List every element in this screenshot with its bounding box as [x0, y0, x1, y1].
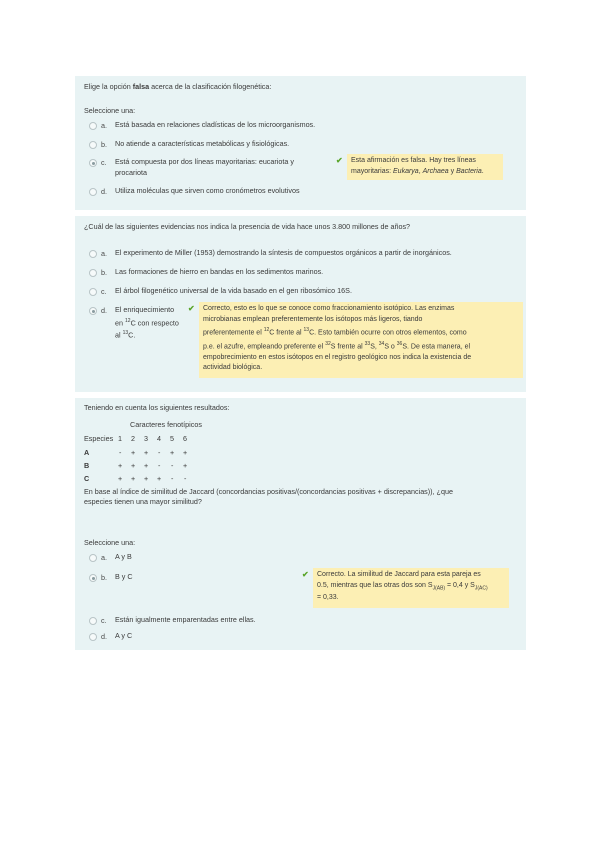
option-letter: d. — [101, 187, 107, 196]
option-text: No atiende a características metabólicas y fisiológicas. — [115, 139, 290, 148]
question-3-intro: Teniendo en cuenta los siguientes resultados: — [84, 403, 230, 412]
question-1-text: Elige la opción falsa acerca de la clasificación filogenética: — [84, 82, 272, 91]
table-header-especies: Especies — [84, 434, 114, 443]
option-letter: c. — [101, 287, 107, 296]
radio-b[interactable] — [89, 141, 97, 149]
table-cell: + — [183, 461, 188, 470]
radio-b[interactable] — [89, 574, 97, 582]
option-letter: a. — [101, 121, 107, 130]
radio-a[interactable] — [89, 554, 97, 562]
radio-c[interactable] — [89, 159, 97, 167]
option-text: Está compuesta por dos líneas mayoritarias: eucariota y — [115, 157, 294, 166]
question-2-card — [75, 216, 526, 392]
option-text: Están igualmente emparentadas entre ellas. — [115, 615, 256, 624]
option-letter: b. — [101, 573, 107, 582]
option-letter: d. — [101, 306, 107, 315]
radio-c[interactable] — [89, 617, 97, 625]
correct-check-icon: ✔ — [302, 570, 309, 579]
question-1-card — [75, 76, 526, 210]
table-cell: + — [144, 448, 149, 457]
select-one-label: Seleccione una: — [84, 106, 136, 115]
table-cell: + — [118, 461, 123, 470]
table-cell: + — [170, 448, 175, 457]
table-col-header: 2 — [131, 434, 135, 443]
table-cell: - — [158, 461, 161, 470]
table-cell: + — [131, 474, 136, 483]
table-cell: - — [184, 474, 187, 483]
option-text: El enriquecimiento en $^{12}$C con respecto al $^{13}$C. — [115, 305, 179, 340]
table-cell: + — [144, 461, 149, 470]
option-letter: c. — [101, 158, 107, 167]
option-letter: d. — [101, 632, 107, 641]
select-one-label: Seleccione una: — [84, 538, 136, 547]
table-cell: - — [119, 448, 122, 457]
table-cell: + — [118, 474, 123, 483]
feedback-box: Esta afirmación es falsa. Hay tres líneas mayoritarias: Eukarya, Archaea y Bacteria. — [347, 154, 503, 180]
option-text-line2: procariota — [115, 168, 147, 177]
correct-check-icon: ✔ — [188, 304, 195, 313]
table-cell: + — [131, 461, 136, 470]
table-col-header: 3 — [144, 434, 148, 443]
radio-b[interactable] — [89, 269, 97, 277]
option-text: A y C — [115, 631, 133, 640]
table-cell: + — [183, 448, 188, 457]
table-col-header: 6 — [183, 434, 187, 443]
option-text: El árbol filogenético universal de la vida basado en el gen ribosómico 16S. — [115, 286, 352, 295]
option-text: A y B — [115, 552, 132, 561]
table-cell: - — [158, 448, 161, 457]
option-letter: a. — [101, 249, 107, 258]
table-col-header: 4 — [157, 434, 161, 443]
table-caption: Caracteres fenotípicos — [130, 420, 202, 429]
question-3-text: En base al índice de similitud de Jaccard (concordancias positivas/(concordancias positivas + discrepancias)), ¿que especies tienen una mayor similitud? — [84, 487, 453, 506]
radio-d[interactable] — [89, 188, 97, 196]
option-letter: a. — [101, 553, 107, 562]
feedback-box: Correcto. La similitud de Jaccard para esta pareja es 0.5, mientras que las otras dos son $S_{J(AB)} = 0,4$ y $S_{J(AC)}$ = 0,33. — [313, 568, 509, 608]
option-text: Está basada en relaciones cladísticas de los microorganismos. — [115, 120, 316, 129]
question-2-text: ¿Cuál de las siguientes evidencias nos indica la presencia de vida hace unos 3.800 millones de años? — [84, 222, 411, 231]
option-letter: b. — [101, 268, 107, 277]
feedback-box: Correcto, esto es lo que se conoce como fraccionamiento isotópico. Las enzimas microbianas emplean preferentemente los isótopos más ligeros, tiando preferentemente el $^{12}$C frente al $^{13}$C. Esto también ocurre con otros elementos, como p.e. el azufre, empleando preferente el $^{32}$S frente al $^{33}$S, $^{34}$S o $^{36}$S. De esta manera, el empobrecimiento en estos isótopos en el registro geológico nos indica la existencia de actividad biológica. — [199, 302, 523, 378]
option-text: El experimento de Miller (1953) demostrando la síntesis de compuestos orgánicos a partir de inorgánicos. — [115, 248, 452, 257]
question-3-card — [75, 398, 526, 650]
table-cell: + — [144, 474, 149, 483]
option-letter: c. — [101, 616, 107, 625]
table-col-header: 5 — [170, 434, 174, 443]
table-cell: + — [157, 474, 162, 483]
table-cell: - — [171, 461, 174, 470]
radio-d[interactable] — [89, 633, 97, 641]
option-text: Utiliza moléculas que sirven como cronómetros evolutivos — [115, 186, 300, 195]
radio-c[interactable] — [89, 288, 97, 296]
option-letter: b. — [101, 140, 107, 149]
table-cell: + — [131, 448, 136, 457]
option-text: Las formaciones de hierro en bandas en los sedimentos marinos. — [115, 267, 324, 276]
table-col-header: 1 — [118, 434, 122, 443]
row-label: C — [84, 474, 90, 483]
radio-d[interactable] — [89, 307, 97, 315]
table-cell: - — [171, 474, 174, 483]
row-label: A — [84, 448, 90, 457]
correct-check-icon: ✔ — [336, 156, 343, 165]
radio-a[interactable] — [89, 250, 97, 258]
option-text: B y C — [115, 572, 133, 581]
row-label: B — [84, 461, 90, 470]
radio-a[interactable] — [89, 122, 97, 130]
